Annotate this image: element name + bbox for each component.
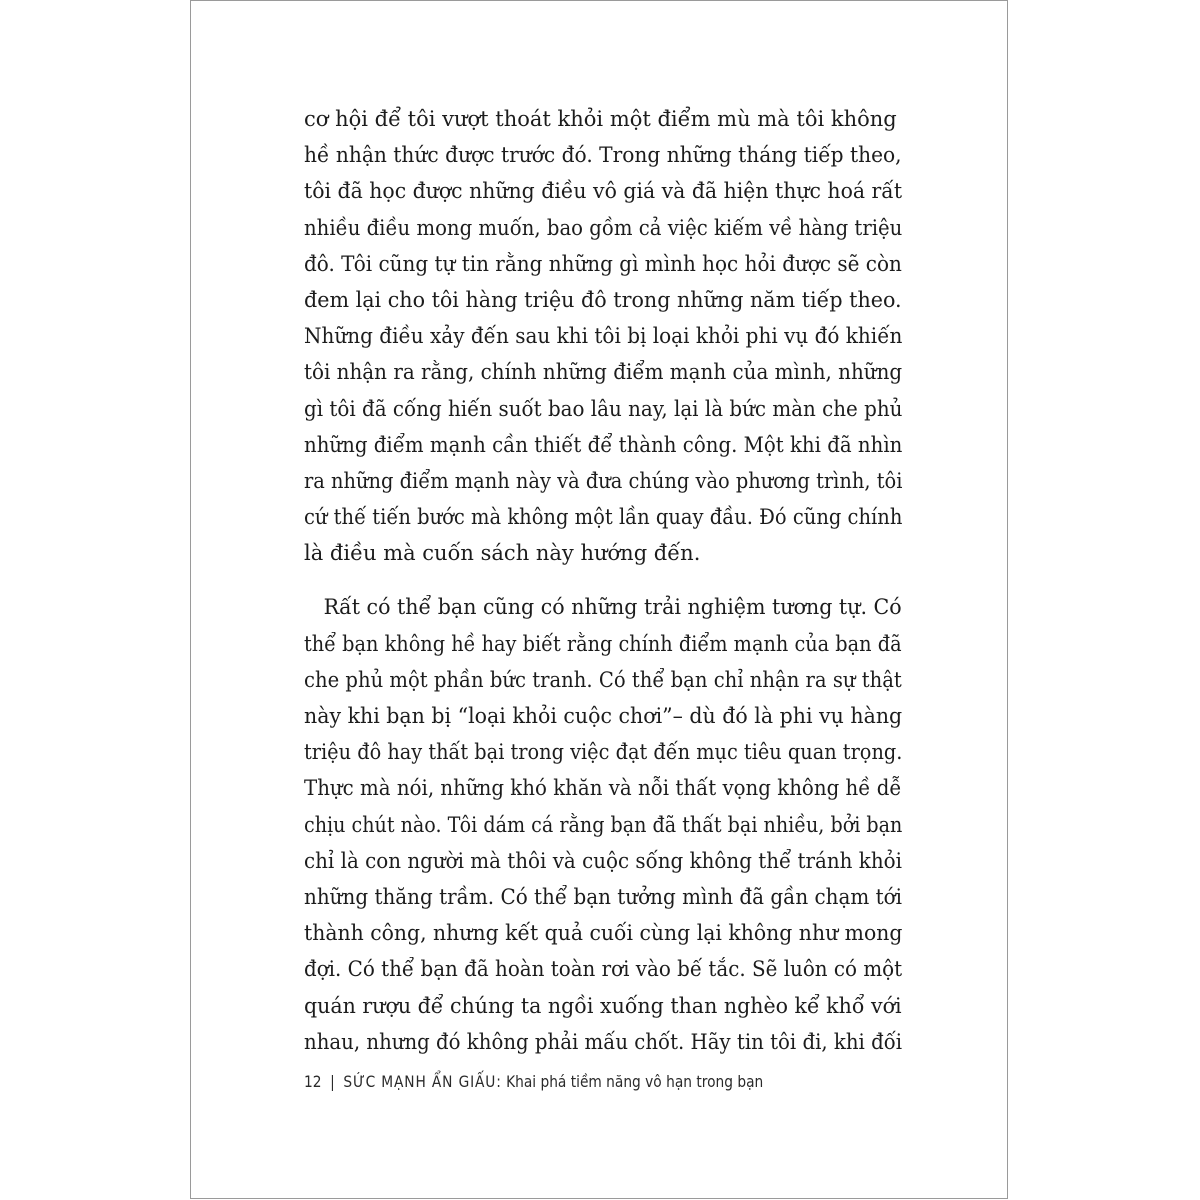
text-line: ra những điểm mạnh này và đưa chúng vào phương trình, tôi	[304, 468, 903, 493]
text-line: Rất có thể bạn cũng có những trải nghiệm tương tự. Có	[323, 595, 902, 620]
book-title: SỨC MẠNH ẨN GIẤU:	[343, 1072, 502, 1091]
text-line: tôi nhận ra rằng, chính những điểm mạnh của mình, những	[304, 360, 903, 385]
text-line: triệu đô hay thất bại trong việc đạt đến mục tiêu quan trọng.	[304, 740, 903, 765]
text-line: chỉ là con người mà thôi và cuộc sống không thể tránh khỏi	[304, 848, 902, 873]
text-line: là điều mà cuốn sách này hướng đến.	[304, 541, 701, 566]
text-line: đợi. Có thể bạn đã hoàn toàn rơi vào bế tắc. Sẽ luôn có một	[304, 957, 903, 982]
text-line: chịu chút nào. Tôi dám cá rằng bạn đã thất bại nhiều, bởi bạn	[304, 812, 903, 837]
footer-separator: |	[330, 1072, 335, 1091]
text-line: nhiều điều mong muốn, bao gồm cả việc kiếm về hàng triệu	[304, 215, 903, 240]
text-line: hề nhận thức được trước đó. Trong những tháng tiếp theo,	[304, 143, 902, 168]
page-body-text	[304, 101, 902, 1060]
text-line: che phủ một phần bức tranh. Có thể bạn chỉ nhận ra sự thật	[304, 667, 902, 692]
page-footer	[304, 1072, 763, 1091]
text-line: này khi bạn bị “loại khỏi cuộc chơi”– dù đó là phi vụ hàng	[304, 704, 903, 728]
paragraph-gap	[304, 571, 902, 589]
page-number: 12	[304, 1072, 322, 1091]
text-line: nhau, nhưng đó không phải mấu chốt. Hãy tin tôi đi, khi đối	[304, 1029, 903, 1054]
text-line: tôi đã học được những điều vô giá và đã hiện thực hoá rất	[304, 179, 903, 204]
text-line: đô. Tôi cũng tự tin rằng những gì mình học hỏi được sẽ còn	[304, 251, 902, 276]
paragraph-1	[304, 101, 902, 571]
text-line: quán rượu để chúng ta ngồi xuống than nghèo kể khổ với	[304, 993, 902, 1018]
book-page	[190, 0, 1008, 1199]
text-line: Những điều xảy đến sau khi tôi bị loại khỏi phi vụ đó khiến	[304, 324, 903, 349]
text-line: những thăng trầm. Có thể bạn tưởng mình đã gần chạm tới	[304, 884, 903, 909]
text-line: cơ hội để tôi vượt thoát khỏi một điểm mù mà tôi không	[304, 107, 897, 131]
text-line: thành công, nhưng kết quả cuối cùng lại không như mong	[304, 921, 903, 946]
text-line: những điểm mạnh cần thiết để thành công. Một khi đã nhìn	[304, 432, 903, 457]
text-line: thể bạn không hề hay biết rằng chính điểm mạnh của bạn đã	[304, 631, 902, 656]
text-line: Thực mà nói, những khó khăn và nỗi thất vọng không hề dễ	[304, 776, 902, 801]
book-subtitle: Khai phá tiềm năng vô hạn trong bạn	[506, 1072, 764, 1091]
text-line: đem lại cho tôi hàng triệu đô trong những năm tiếp theo.	[304, 287, 902, 312]
text-line: cứ thế tiến bước mà không một lần quay đầu. Đó cũng chính	[304, 505, 903, 530]
text-line: gì tôi đã cống hiến suốt bao lâu nay, lại là bức màn che phủ	[304, 396, 903, 421]
paragraph-2	[304, 589, 902, 1059]
